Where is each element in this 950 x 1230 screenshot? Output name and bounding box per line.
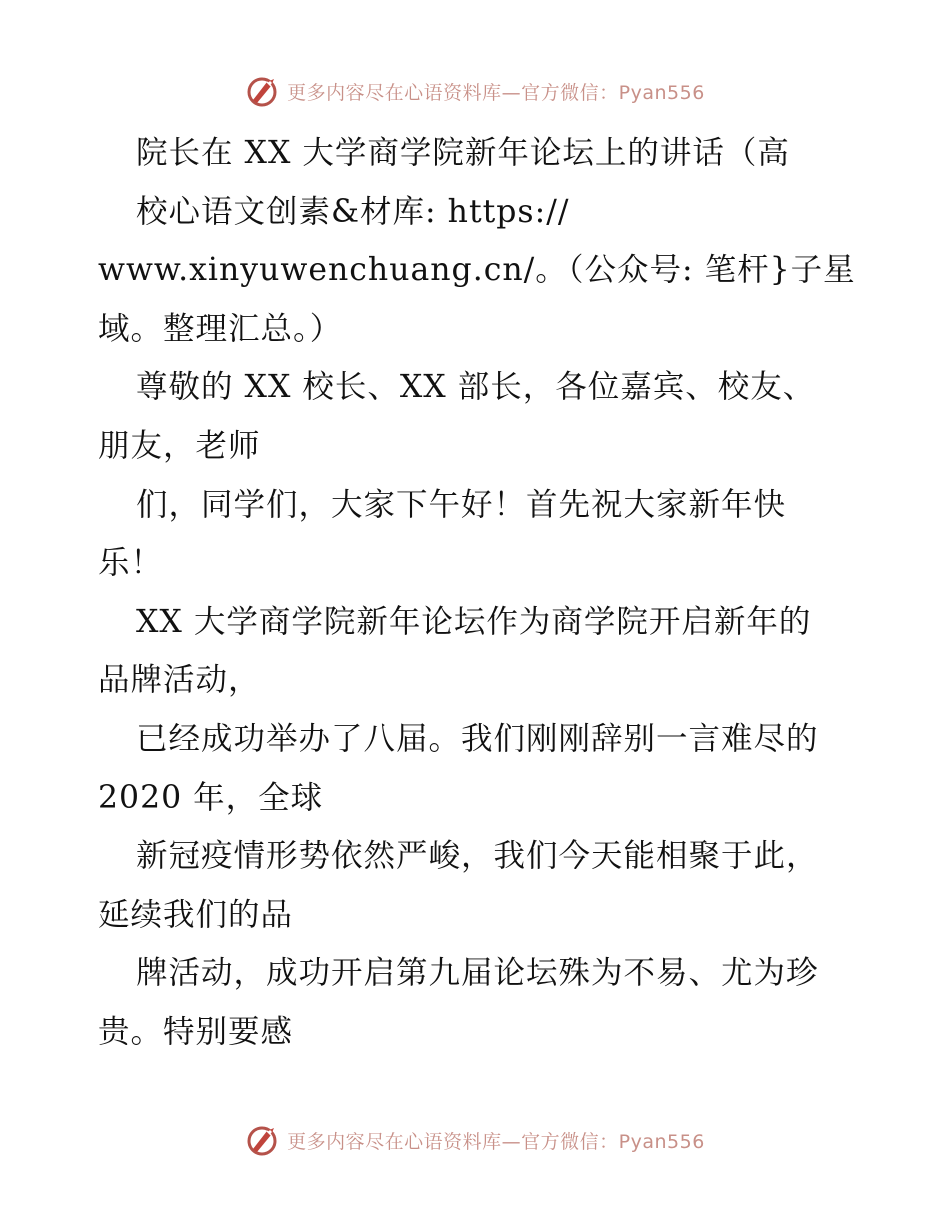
text-line: 2020 年，全球 <box>98 779 324 816</box>
text-line: 们，同学们，大家下午好！首先祝大家新年快 <box>136 486 787 523</box>
header-watermark <box>0 71 950 111</box>
text-line: 院长在 XX 大学商学院新年论坛上的讲话（高 <box>136 135 790 171</box>
text-line: 品牌活动， <box>98 662 261 699</box>
text-line: 域。整理汇总。） <box>98 310 343 347</box>
footer-watermark <box>0 1120 950 1160</box>
watermark-text: 更多内容尽在心语资料库—官方微信：Pyan556 <box>287 81 705 104</box>
text-line: 朋友，老师 <box>98 427 261 464</box>
text-line: 尊敬的 XX 校长、XX 部长，各位嘉宾、校友、 <box>136 369 816 406</box>
text-line: 牌活动，成功开启第九届论坛殊为不易、尤为珍 <box>136 955 819 992</box>
text-line: 乐！ <box>98 545 164 582</box>
text-line: 新冠疫情形势依然严峻，我们今天能相聚于此， <box>136 838 819 875</box>
text-line: 已经成功举办了八届。我们刚刚辞别一言难尽的 <box>136 720 819 757</box>
text-line: XX 大学商学院新年论坛作为商学院开启新年的 <box>136 603 812 640</box>
text-line: 延续我们的品 <box>98 896 294 933</box>
pen-nib-circle-icon <box>245 73 281 109</box>
watermark-text: 更多内容尽在心语资料库—官方微信：Pyan556 <box>287 1130 705 1153</box>
text-line: www.xinyuwenchuang.cn/。（公众号: 笔杆}子星 <box>98 252 856 289</box>
text-line: 校心语文创素&材库: https:// <box>136 193 570 230</box>
document-body <box>98 124 858 1062</box>
text-line: 贵。特别要感 <box>98 1013 294 1050</box>
pen-nib-circle-icon <box>245 1122 281 1158</box>
